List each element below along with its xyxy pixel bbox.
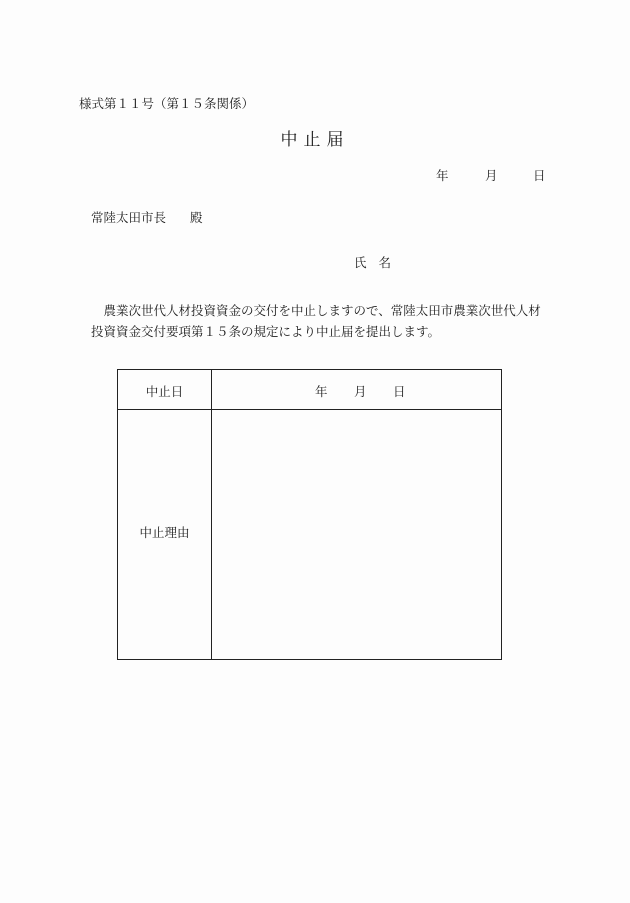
stop-date-day: 日 (393, 384, 406, 399)
applicant-name-label: 氏名 (354, 255, 404, 270)
submission-date-month: 月 (485, 168, 498, 183)
submission-date-day: 日 (533, 168, 546, 183)
stop-date-row (118, 370, 501, 410)
submission-date (436, 166, 546, 184)
form-number: 様式第１１号（第１５条関係） (79, 96, 255, 111)
stop-notice-table (117, 369, 502, 660)
submission-date-year: 年 (436, 168, 449, 183)
stop-date-month: 月 (354, 384, 367, 399)
addressee-name: 常陸太田市長 (91, 210, 167, 225)
addressee-honorific: 殿 (190, 210, 203, 225)
stop-date-value (315, 382, 406, 400)
stop-date-year: 年 (315, 384, 328, 399)
body-text: 農業次世代人材投資資金の交付を中止しますので、常陸太田市農業次世代人材投資資金交付要項第１５条の規定により中止届を提出します。 (91, 303, 541, 339)
document-title: 中止届 (280, 130, 350, 150)
stop-date-label: 中止日 (145, 384, 184, 399)
stop-reason-field[interactable] (212, 410, 501, 659)
addressee (91, 208, 203, 226)
stop-reason-label: 中止理由 (139, 525, 190, 540)
